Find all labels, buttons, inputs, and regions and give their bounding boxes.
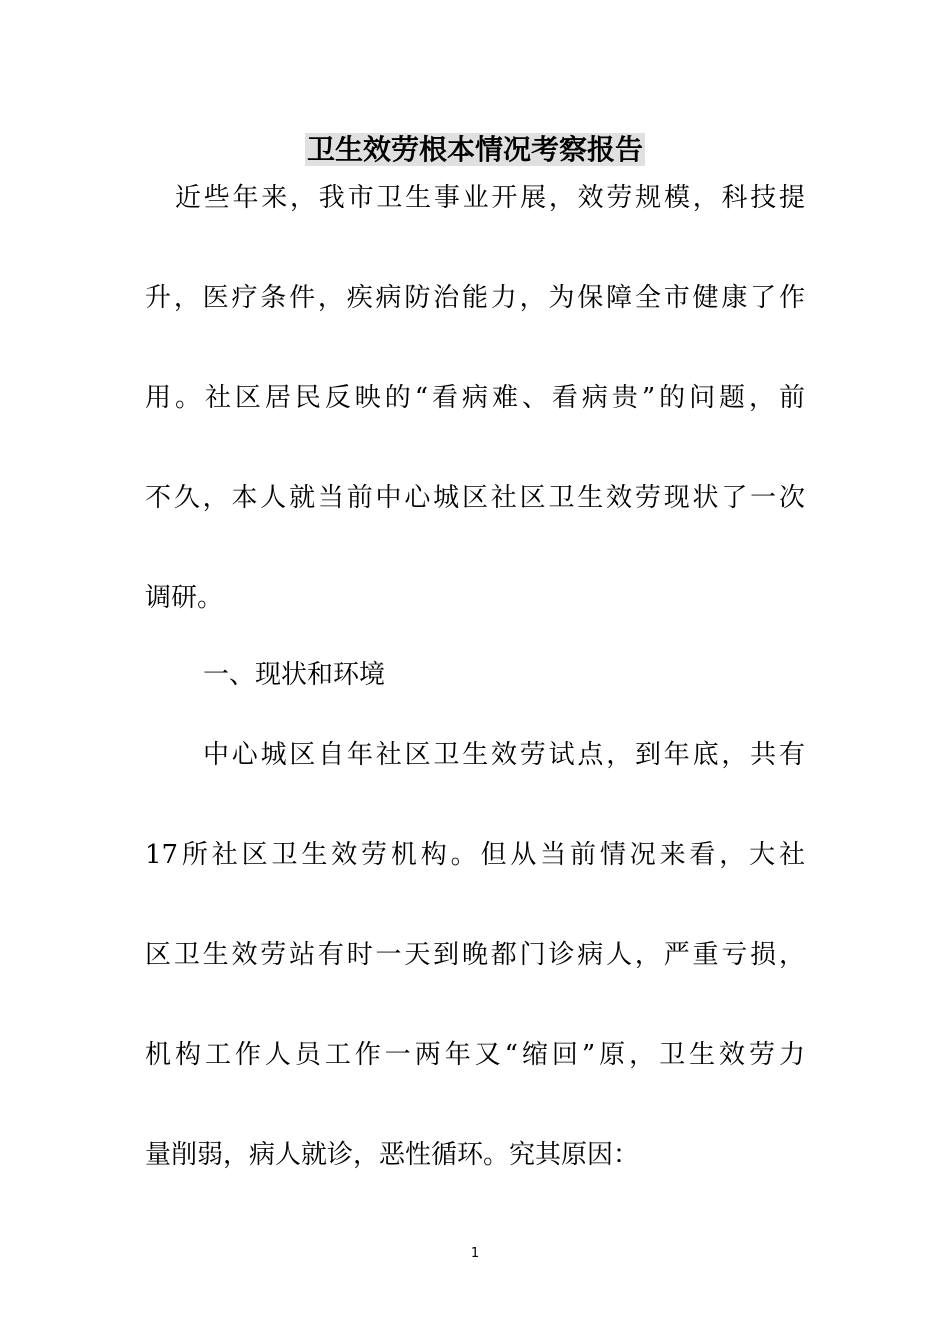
paragraph-line: 中心城区自年社区卫生效劳试点，到年底，共有 bbox=[203, 740, 805, 770]
paragraph-line: 调研。 bbox=[145, 583, 224, 613]
paragraph-line: 不久，本人就当前中心城区社区卫生效劳现状了一次 bbox=[145, 483, 805, 513]
paragraph-line: 用。社区居民反映的“看病难、看病贵”的问题，前 bbox=[145, 383, 805, 413]
paragraph-line: 量削弱，病人就诊，恶性循环。究其原因： bbox=[145, 1140, 640, 1170]
paragraph-line: 近些年来，我市卫生事业开展，效劳规模，科技提 bbox=[175, 183, 805, 213]
section-heading: 一、现状和环境 bbox=[203, 660, 386, 690]
paragraph-line: 17所社区卫生效劳机构。但从当前情况来看，大社 bbox=[145, 840, 805, 870]
paragraph-line: 区卫生效劳站有时一天到晚都门诊病人，严重亏损， bbox=[145, 940, 805, 970]
paragraph-line: 机构工作人员工作一两年又“缩回”原，卫生效劳力 bbox=[145, 1040, 805, 1070]
paragraph-line: 升，医疗条件，疾病防治能力，为保障全市健康了作 bbox=[145, 283, 805, 313]
page-number: 1 bbox=[470, 1246, 480, 1261]
page-title-text: 卫生效劳根本情况考察报告 bbox=[306, 133, 643, 166]
page-title bbox=[0, 130, 950, 170]
